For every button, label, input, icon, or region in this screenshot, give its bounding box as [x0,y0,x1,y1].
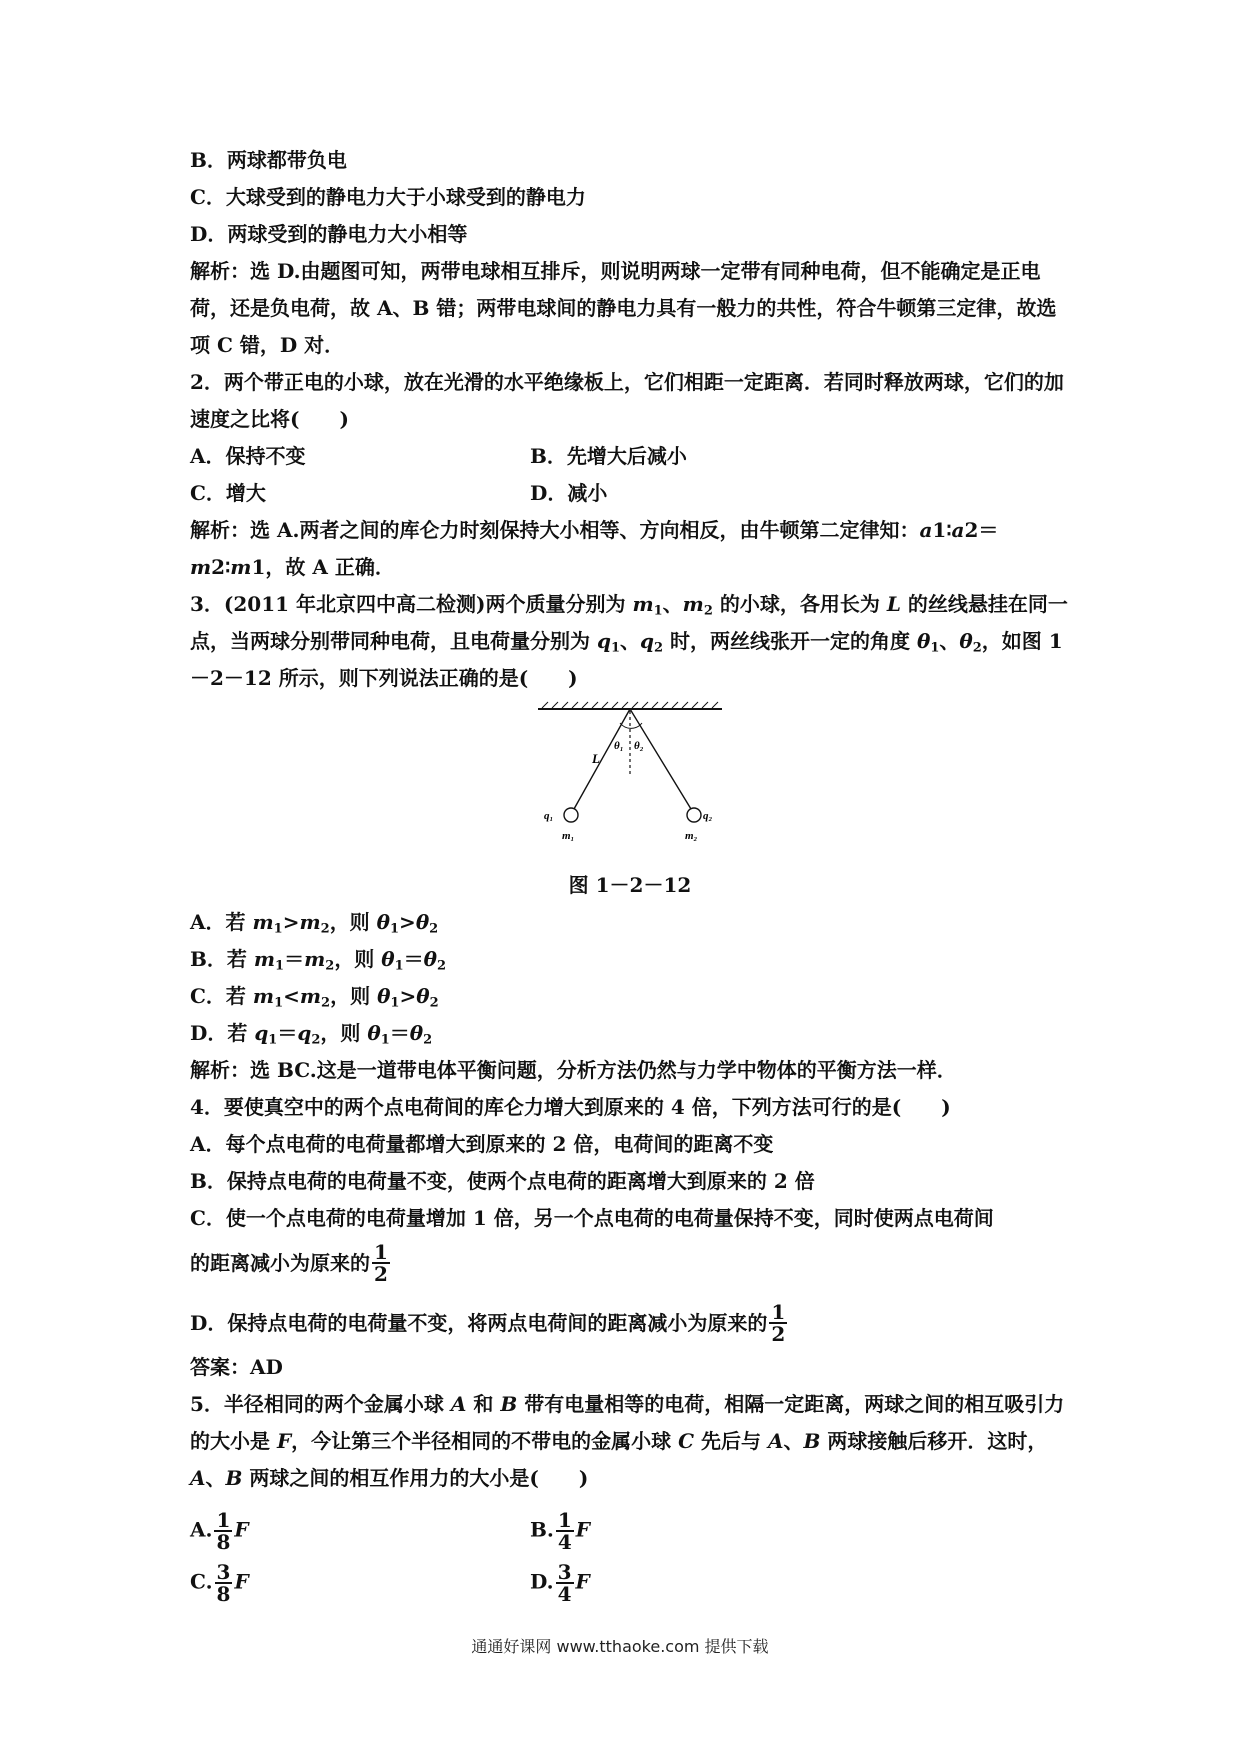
ball-m2 [687,808,701,822]
label-q1: q₁ [544,810,554,822]
string-right [630,709,691,809]
figure-caption: 图 1－2－12 [568,873,692,897]
q4-option-c-line1: C．使一个点电荷的电荷量增加 1 倍，另一个点电荷的电荷量保持不变，同时使两点电荷间 [190,1206,994,1230]
fraction-half: $\frac{1}{2}$ [374,1240,388,1286]
q3-option-d: D．若 $q_1=q_2$，则 $\theta_1=\theta_2$ [190,1021,433,1048]
label-q2: q₂ [703,810,713,822]
q5-option-d: D. $\frac{3}{4}$ F [530,1560,590,1606]
q5-option-c: C. $\frac{3}{8}$ F [190,1560,249,1606]
q1-option-d: D．两球受到的静电力大小相等 [190,222,468,246]
label-L: L [592,751,600,766]
ball-m1 [564,808,578,822]
q4-option-b: B．保持点电荷的电荷量不变，使两个点电荷的距离增大到原来的 2 倍 [190,1169,815,1193]
q5-options-row-1 [190,1505,1070,1557]
page-content [190,142,1070,1609]
page-footer: 通通好课网 www.tthaoke.com 提供下载 [471,1637,769,1656]
q1-analysis: 解析：选 D.由题图可知，两带电球相互排斥，则说明两球一定带有同种电荷，但不能确定是正电荷，还是负电荷，故 A、B 错；两带电球间的静电力具有一般力的共性，符合牛顿第三定律，故选项 C 错，D 对． [190,259,1057,357]
q3-option-a: A．若 $m_1>m_2$，则 $\theta_1>\theta_2$ [190,910,439,937]
q1-option-c: C．大球受到的静电力大于小球受到的静电力 [190,185,586,209]
q3-stem: 3．(2011 年北京四中高二检测)两个质量分别为 $m_1$、$m_2$ 的小球，各用长为 L 的丝线悬挂在同一点，当两球分别带同种电荷，且电荷量分别为 $q_1$、$q_2$ 时，两丝线张开一定的角度 $\theta_1$、$\theta_2$，如图 1－2－12 所示，则下列说法正确的是( ) [190,592,1068,690]
q4-option-d: D．保持点电荷的电荷量不变，将两点电荷间的距离减小为原来的 $\frac{1}{2}$ [190,1300,786,1346]
q2-option-b: B．先增大后减小 [530,444,687,468]
q4-option-a: A．每个点电荷的电荷量都增大到原来的 2 倍，电荷间的距离不变 [190,1132,774,1156]
q2-options-row-2 [190,475,1070,512]
q2-option-a: A．保持不变 [190,444,306,468]
fraction-half: $\frac{1}{2}$ [771,1300,786,1346]
q4-option-c-line2: 的距离减小为原来的 $\frac{1}{2}$ [190,1240,388,1286]
string-left [574,709,630,809]
label-m2: m₂ [685,830,698,842]
pendulum-diagram [530,701,730,867]
q3-option-b: B．若 $m_1=m_2$，则 $\theta_1=\theta_2$ [190,947,447,974]
q1-option-b: B．两球都带负电 [190,148,347,172]
q2-option-c: C．增大 [190,481,266,505]
q2-analysis: 解析：选 A.两者之间的库仑力时刻保持大小相等、方向相反，由牛顿第二定律知：a1∶a2＝m2∶m1，故 A 正确． [190,518,999,579]
q5-options-row-2 [190,1557,1070,1609]
q4-stem: 4．要使真空中的两个点电荷间的库仑力增大到原来的 4 倍，下列方法可行的是( ) [190,1095,951,1119]
label-theta1: θ₁ [614,740,624,752]
ceiling-hatching [542,702,718,708]
label-theta2: θ₂ [634,740,644,752]
label-m1: m₁ [562,830,575,842]
q2-option-d: D．减小 [530,481,608,505]
q3-analysis: 解析：选 BC.这是一道带电体平衡问题，分析方法仍然与力学中物体的平衡方法一样． [190,1058,957,1082]
q5-stem: 5．半径相同的两个金属小球 A 和 B 带有电量相等的电荷，相隔一定距离，两球之间的相互吸引力的大小是 F，今让第三个半径相同的不带电的金属小球 C 先后与 A、B 两球接触后移开．这时，A、B 两球之间的相互作用力的大小是( ) [190,1392,1065,1490]
q5-option-a: A. $\frac{1}{8}$ F [190,1508,249,1554]
q3-option-c: C．若 $m_1<m_2$，则 $\theta_1>\theta_2$ [190,984,439,1011]
q2-stem: 2．两个带正电的小球，放在光滑的水平绝缘板上，它们相距一定距离．若同时释放两球，它们的加速度之比将( ) [190,370,1064,431]
pendulum-figure [190,697,1070,867]
q5-option-b: B. $\frac{1}{4}$ F [530,1508,590,1554]
q4-answer: 答案：AD [190,1355,283,1379]
q2-options-row-1 [190,438,1070,475]
